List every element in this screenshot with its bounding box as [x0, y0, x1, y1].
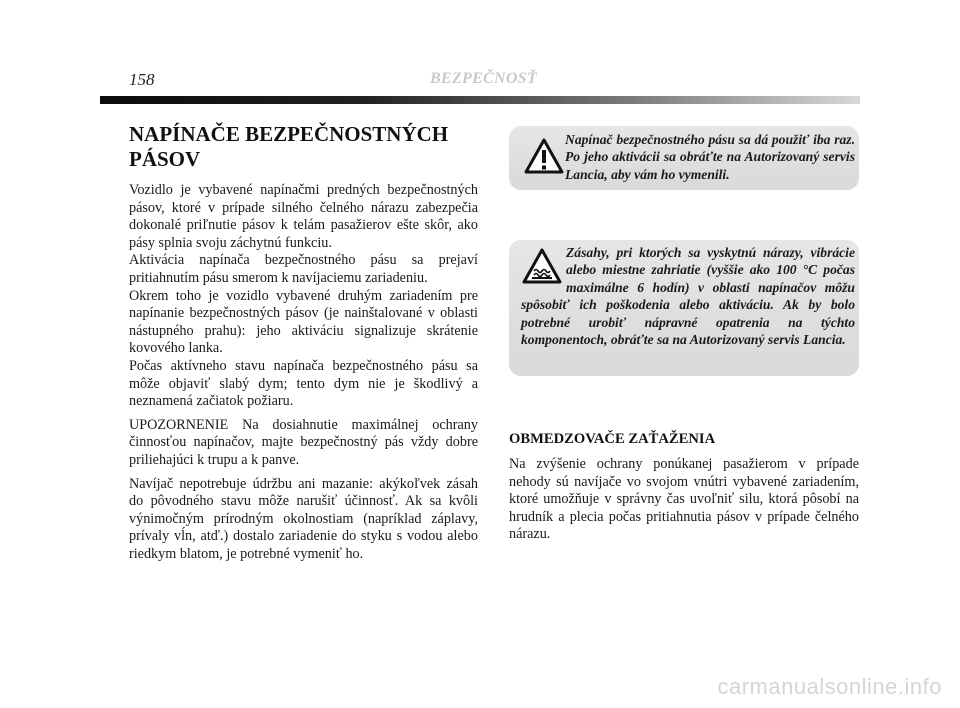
warning-text-single-use: Napínač bezpečnostného pásu sa dá použiť iba raz. Po jeho aktivácii sa obráťte na Autorizovaný servis Lancia, aby vám ho vymenili. [565, 132, 855, 182]
header-rule [100, 96, 860, 104]
left-column [129, 122, 478, 569]
running-head: BEZPEČNOSŤ [430, 70, 538, 87]
warning-box-single-use [509, 126, 859, 190]
paragraph-intro: Vozidlo je vybavené napínačmi predných bezpečnostných pásov, ktoré v prípade silného čelného nárazu zabezpečia dokonalé priľnutie pásov k telám pasažierov ešte skôr, ako pásy splnia svoju záchytnú funkciu. [129, 182, 478, 251]
heat-warning-icon [521, 244, 566, 292]
watermark: carmanualsonline.info [717, 674, 942, 699]
load-limiter-paragraph: Na zvýšenie ochrany ponúkanej pasažierom v prípade nehody sú navíjače vo svojom vnútri vybavené zariadením, ktoré umožňuje v správny čas uvoľniť silu, ktorá pôsobí na hrudník a plecia počas pritiahnutia pásov v prípade čelného nárazu. [509, 456, 859, 543]
paragraph-activation: Aktivácia napínača bezpečnostného pásu sa prejaví pritiahnutím pásu smerom k navíjaciemu zariadeniu. [129, 252, 478, 286]
paragraph-notice: UPOZORNENIE Na dosiahnutie maximálnej ochrany činnosťou napínačov, majte bezpečnostný pás vždy dobre priliehajúci k trupu a k panve. [129, 416, 478, 468]
right-section [509, 430, 859, 550]
warning-box-heat [509, 240, 859, 376]
page-number: 158 [129, 70, 155, 89]
warning-text-heat: Zásahy, pri ktorých sa vyskytnú nárazy, vibrácie alebo miestne zahriatie (vyššie ako 100 °C počas maximálne 6 hodín) v oblasti napínačov môžu spôsobiť ich poškodenia alebo aktiváciu. Ak by bolo potrebné urobiť nápravné opatrenia na týchto komponentoch, obráťte sa na Autorizovaný servis Lancia. [521, 245, 855, 348]
paragraph-second-device: Okrem toho je vozidlo vybavené druhým zariadením pre napínanie bezpečnostných pásov (je nainštalované v oblasti nástupného prahu): jeho aktiváciu signalizuje skrátenie kovového lanka. [129, 287, 478, 357]
section-title: NAPÍNAČE BEZPEČNOSTNÝCH PÁSOV [129, 122, 449, 171]
paragraph-smoke: Počas aktívneho stavu napínača bezpečnostného pásu sa môže objaviť slabý dym; tento dym nie je škodlivý a neznamená začiatok požiaru. [129, 357, 478, 410]
warning-triangle-icon [523, 136, 565, 176]
paragraph-maintenance: Navíjač nepotrebuje údržbu ani mazanie: akýkoľvek zásah do pôvodného stavu môže narušiť účinnosť. Ak sa kvôli výnimočným prírodným okolnostiam (napríklad záplavy, prívaly vĺn, atď.) dostalo zariadenie do styku s vodou alebo riedkym blatom, je potrebné vymeniť ho. [129, 475, 478, 562]
load-limiter-title: OBMEDZOVAČE ZAŤAŽENIA [509, 431, 716, 447]
